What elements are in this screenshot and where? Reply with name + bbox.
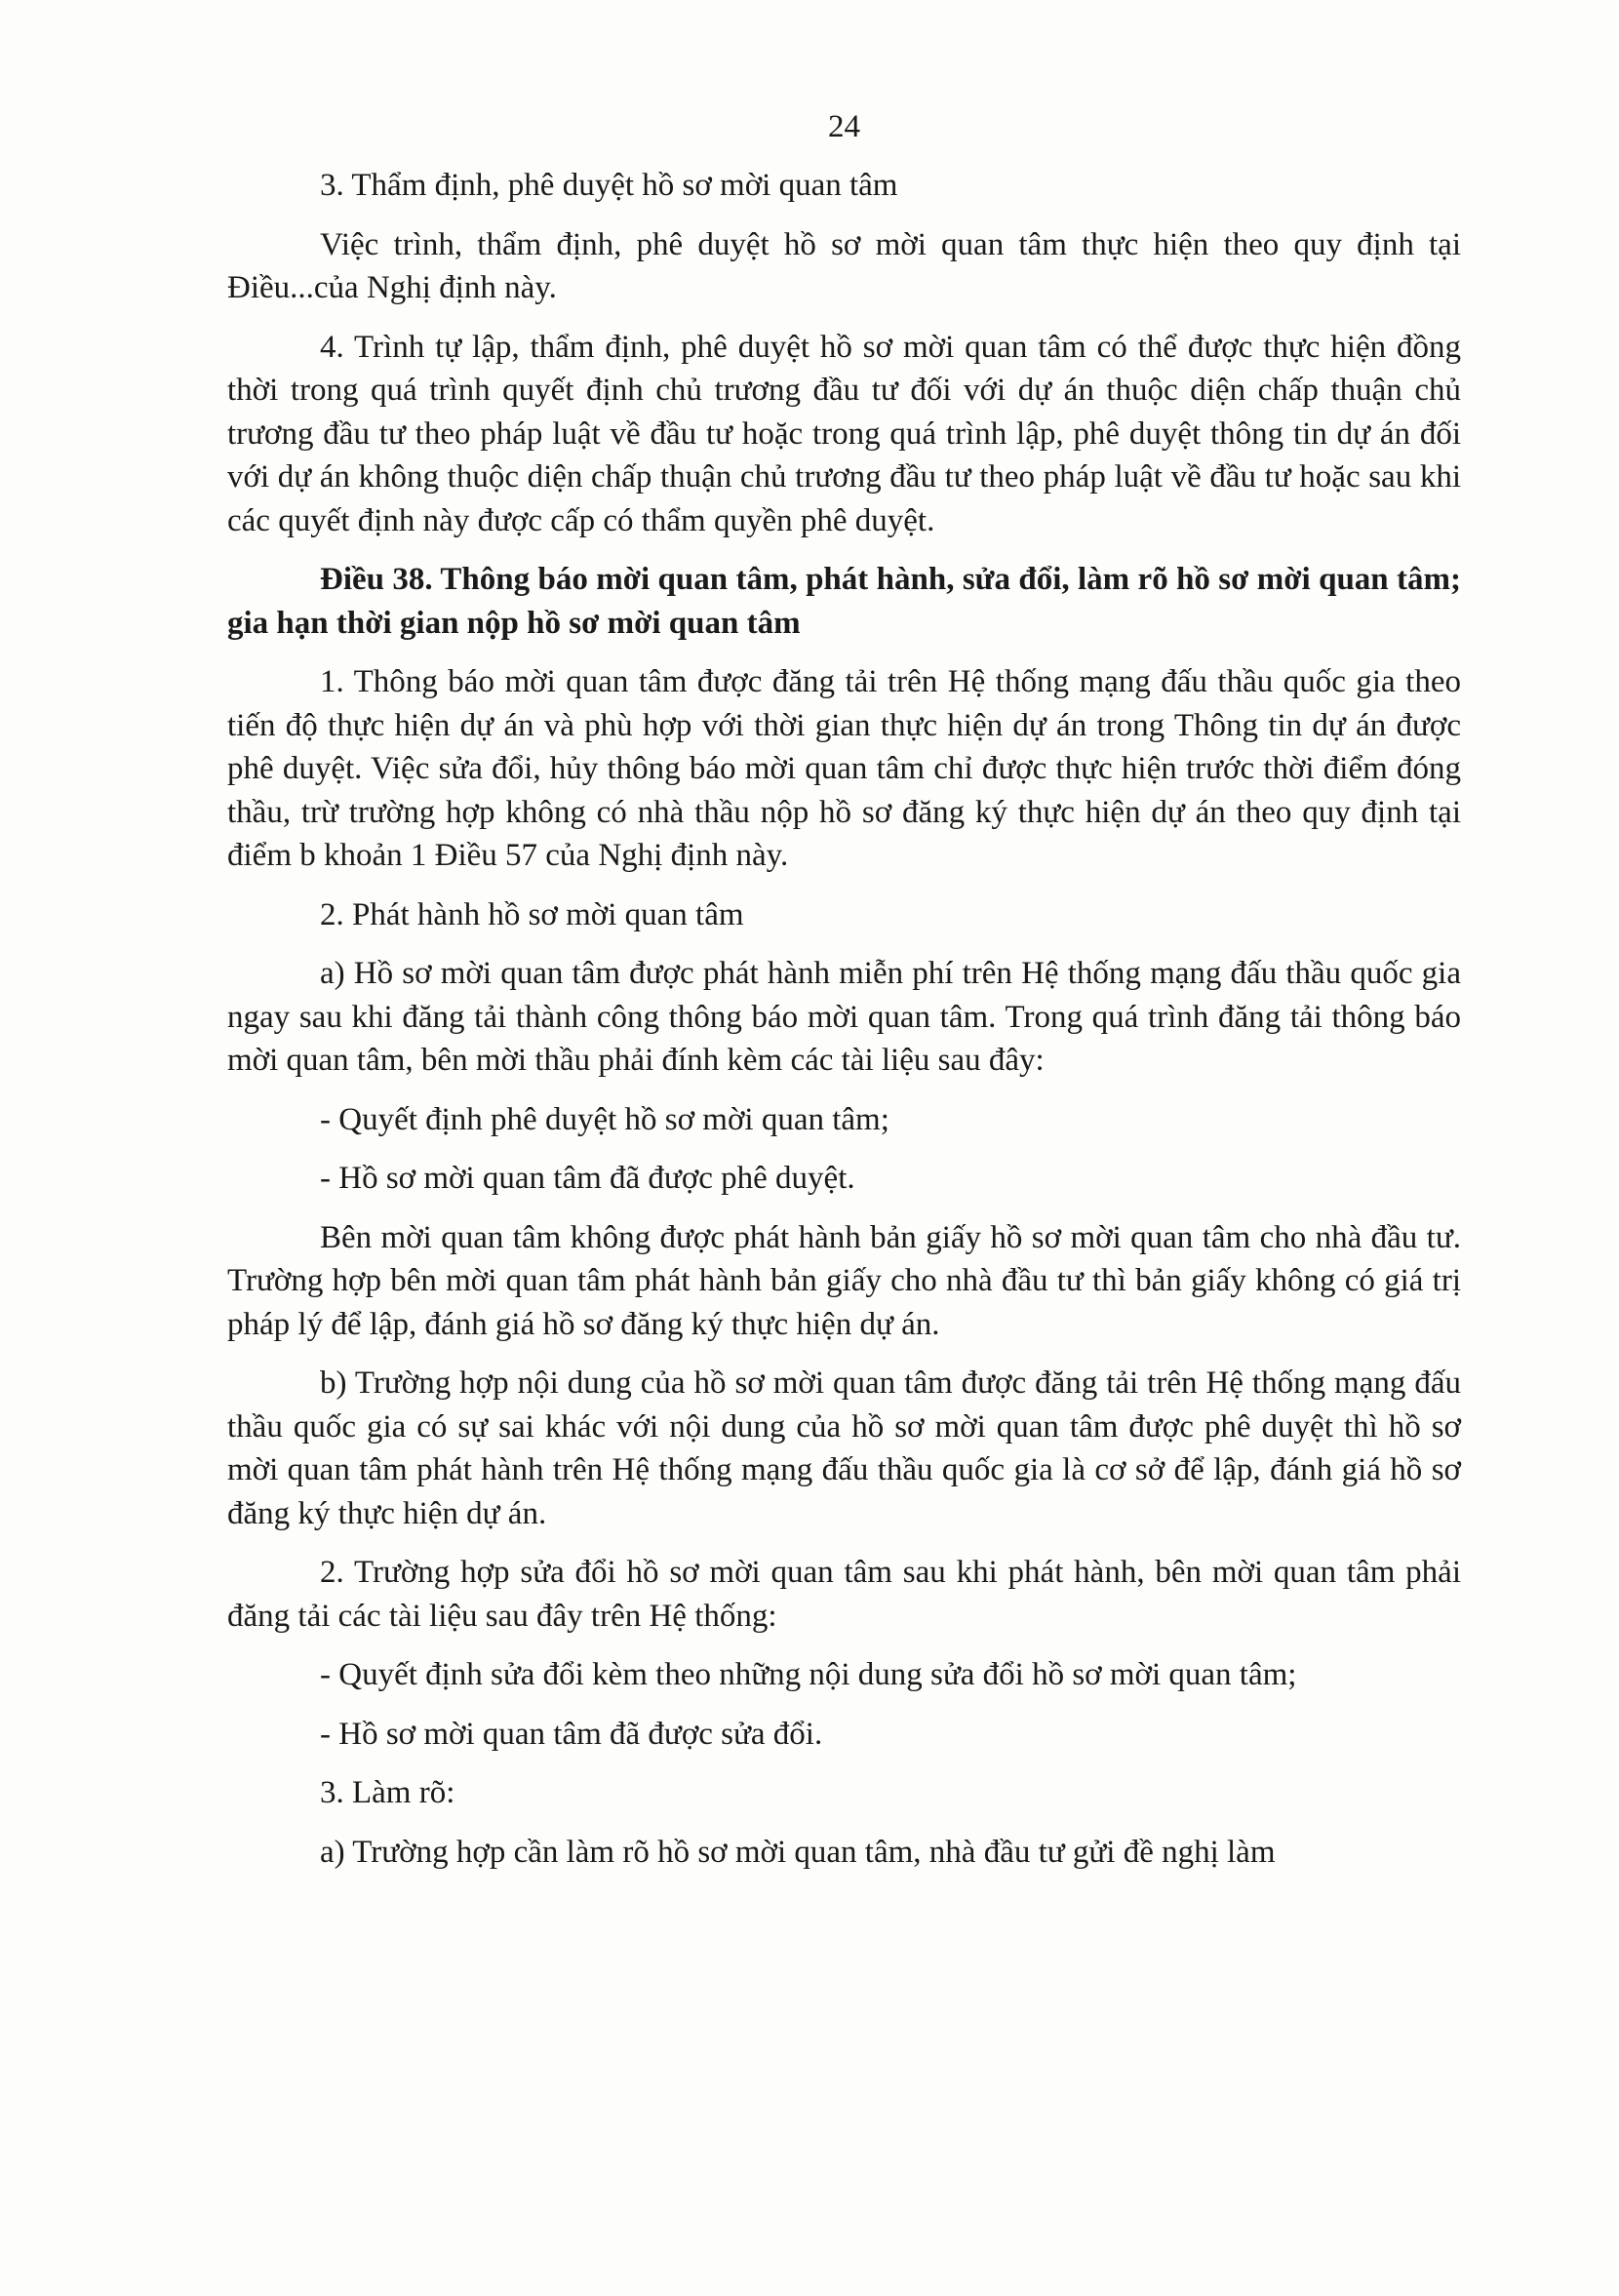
article-38-clause-1: 1. Thông báo mời quan tâm được đăng tải trên Hệ thống mạng đấu thầu quốc gia theo tiến độ thực hiện dự án và phù hợp với thời gian thực hiện dự án trong Thông tin dự án được phê duyệt. Việc sửa đổi, hủy thông báo mời quan tâm chỉ được thực hiện trước thời điểm đóng thầu, trừ trường hợp không có nhà thầu nộp hồ sơ đăng ký thực hiện dự án theo quy định tại điểm b khoản 1 Điều 57 của Nghị định này. [227, 664, 1461, 873]
article-38-clause-2-title: 2. Phát hành hồ sơ mời quan tâm [320, 896, 744, 932]
list-item: - Hồ sơ mời quan tâm đã được phê duyệt. [320, 1161, 855, 1196]
paragraph-3-title: 3. Thẩm định, phê duyệt hồ sơ mời quan tâm [320, 168, 898, 203]
page-number: 24 [828, 109, 860, 144]
article-38-heading: Điều 38. Thông báo mời quan tâm, phát hành, sửa đổi, làm rõ hồ sơ mời quan tâm; gia hạn thời gian nộp hồ sơ mời quan tâm [227, 562, 1461, 641]
paragraph-4: 4. Trình tự lập, thẩm định, phê duyệt hồ sơ mời quan tâm có thể được thực hiện đồng thời trong quá trình quyết định chủ trương đầu tư đối với dự án thuộc diện chấp thuận chủ trương đầu tư theo pháp luật về đầu tư hoặc trong quá trình lập, phê duyệt thông tin dự án đối với dự án không thuộc diện chấp thuận chủ trương đầu tư theo pháp luật về đầu tư hoặc sau khi các quyết định này được cấp có thẩm quyền phê duyệt. [227, 329, 1461, 538]
paragraph-paper-copy: Bên mời quan tâm không được phát hành bản giấy hồ sơ mời quan tâm cho nhà đầu tư. Trường hợp bên mời quan tâm phát hành bản giấy cho nhà đầu tư thì bản giấy không có giá trị pháp lý để lập, đánh giá hồ sơ đăng ký thực hiện dự án. [227, 1219, 1461, 1342]
article-38-clause-3-title: 3. Làm rõ: [320, 1775, 455, 1810]
paragraph-3-body: Việc trình, thẩm định, phê duyệt hồ sơ mời quan tâm thực hiện theo quy định tại Điều...của Nghị định này. [227, 226, 1461, 305]
list-item: - Quyết định sửa đổi kèm theo những nội dung sửa đổi hồ sơ mời quan tâm; [320, 1657, 1297, 1692]
article-38-clause-3a: a) Trường hợp cần làm rõ hồ sơ mời quan tâm, nhà đầu tư gửi đề nghị làm [320, 1834, 1276, 1870]
list-item: - Hồ sơ mời quan tâm đã được sửa đổi. [320, 1716, 823, 1752]
list-item: - Quyết định phê duyệt hồ sơ mời quan tâm; [320, 1101, 889, 1137]
article-38-clause-2a: a) Hồ sơ mời quan tâm được phát hành miễn phí trên Hệ thống mạng đấu thầu quốc gia ngay sau khi đăng tải thành công thông báo mời quan tâm. Trong quá trình đăng tải thông báo mời quan tâm, bên mời thầu phải đính kèm các tài liệu sau đây: [227, 956, 1461, 1078]
article-38-clause-2b: b) Trường hợp nội dung của hồ sơ mời quan tâm được đăng tải trên Hệ thống mạng đấu thầu quốc gia có sự sai khác với nội dung của hồ sơ mời quan tâm được phê duyệt thì hồ sơ mời quan tâm phát hành trên Hệ thống mạng đấu thầu quốc gia là cơ sở để lập, đánh giá hồ sơ đăng ký thực hiện dự án. [227, 1366, 1461, 1531]
page-content [227, 105, 1461, 1889]
article-38-clause-2-amendment: 2. Trường hợp sửa đổi hồ sơ mời quan tâm sau khi phát hành, bên mời quan tâm phải đăng tải các tài liệu sau đây trên Hệ thống: [227, 1555, 1461, 1634]
